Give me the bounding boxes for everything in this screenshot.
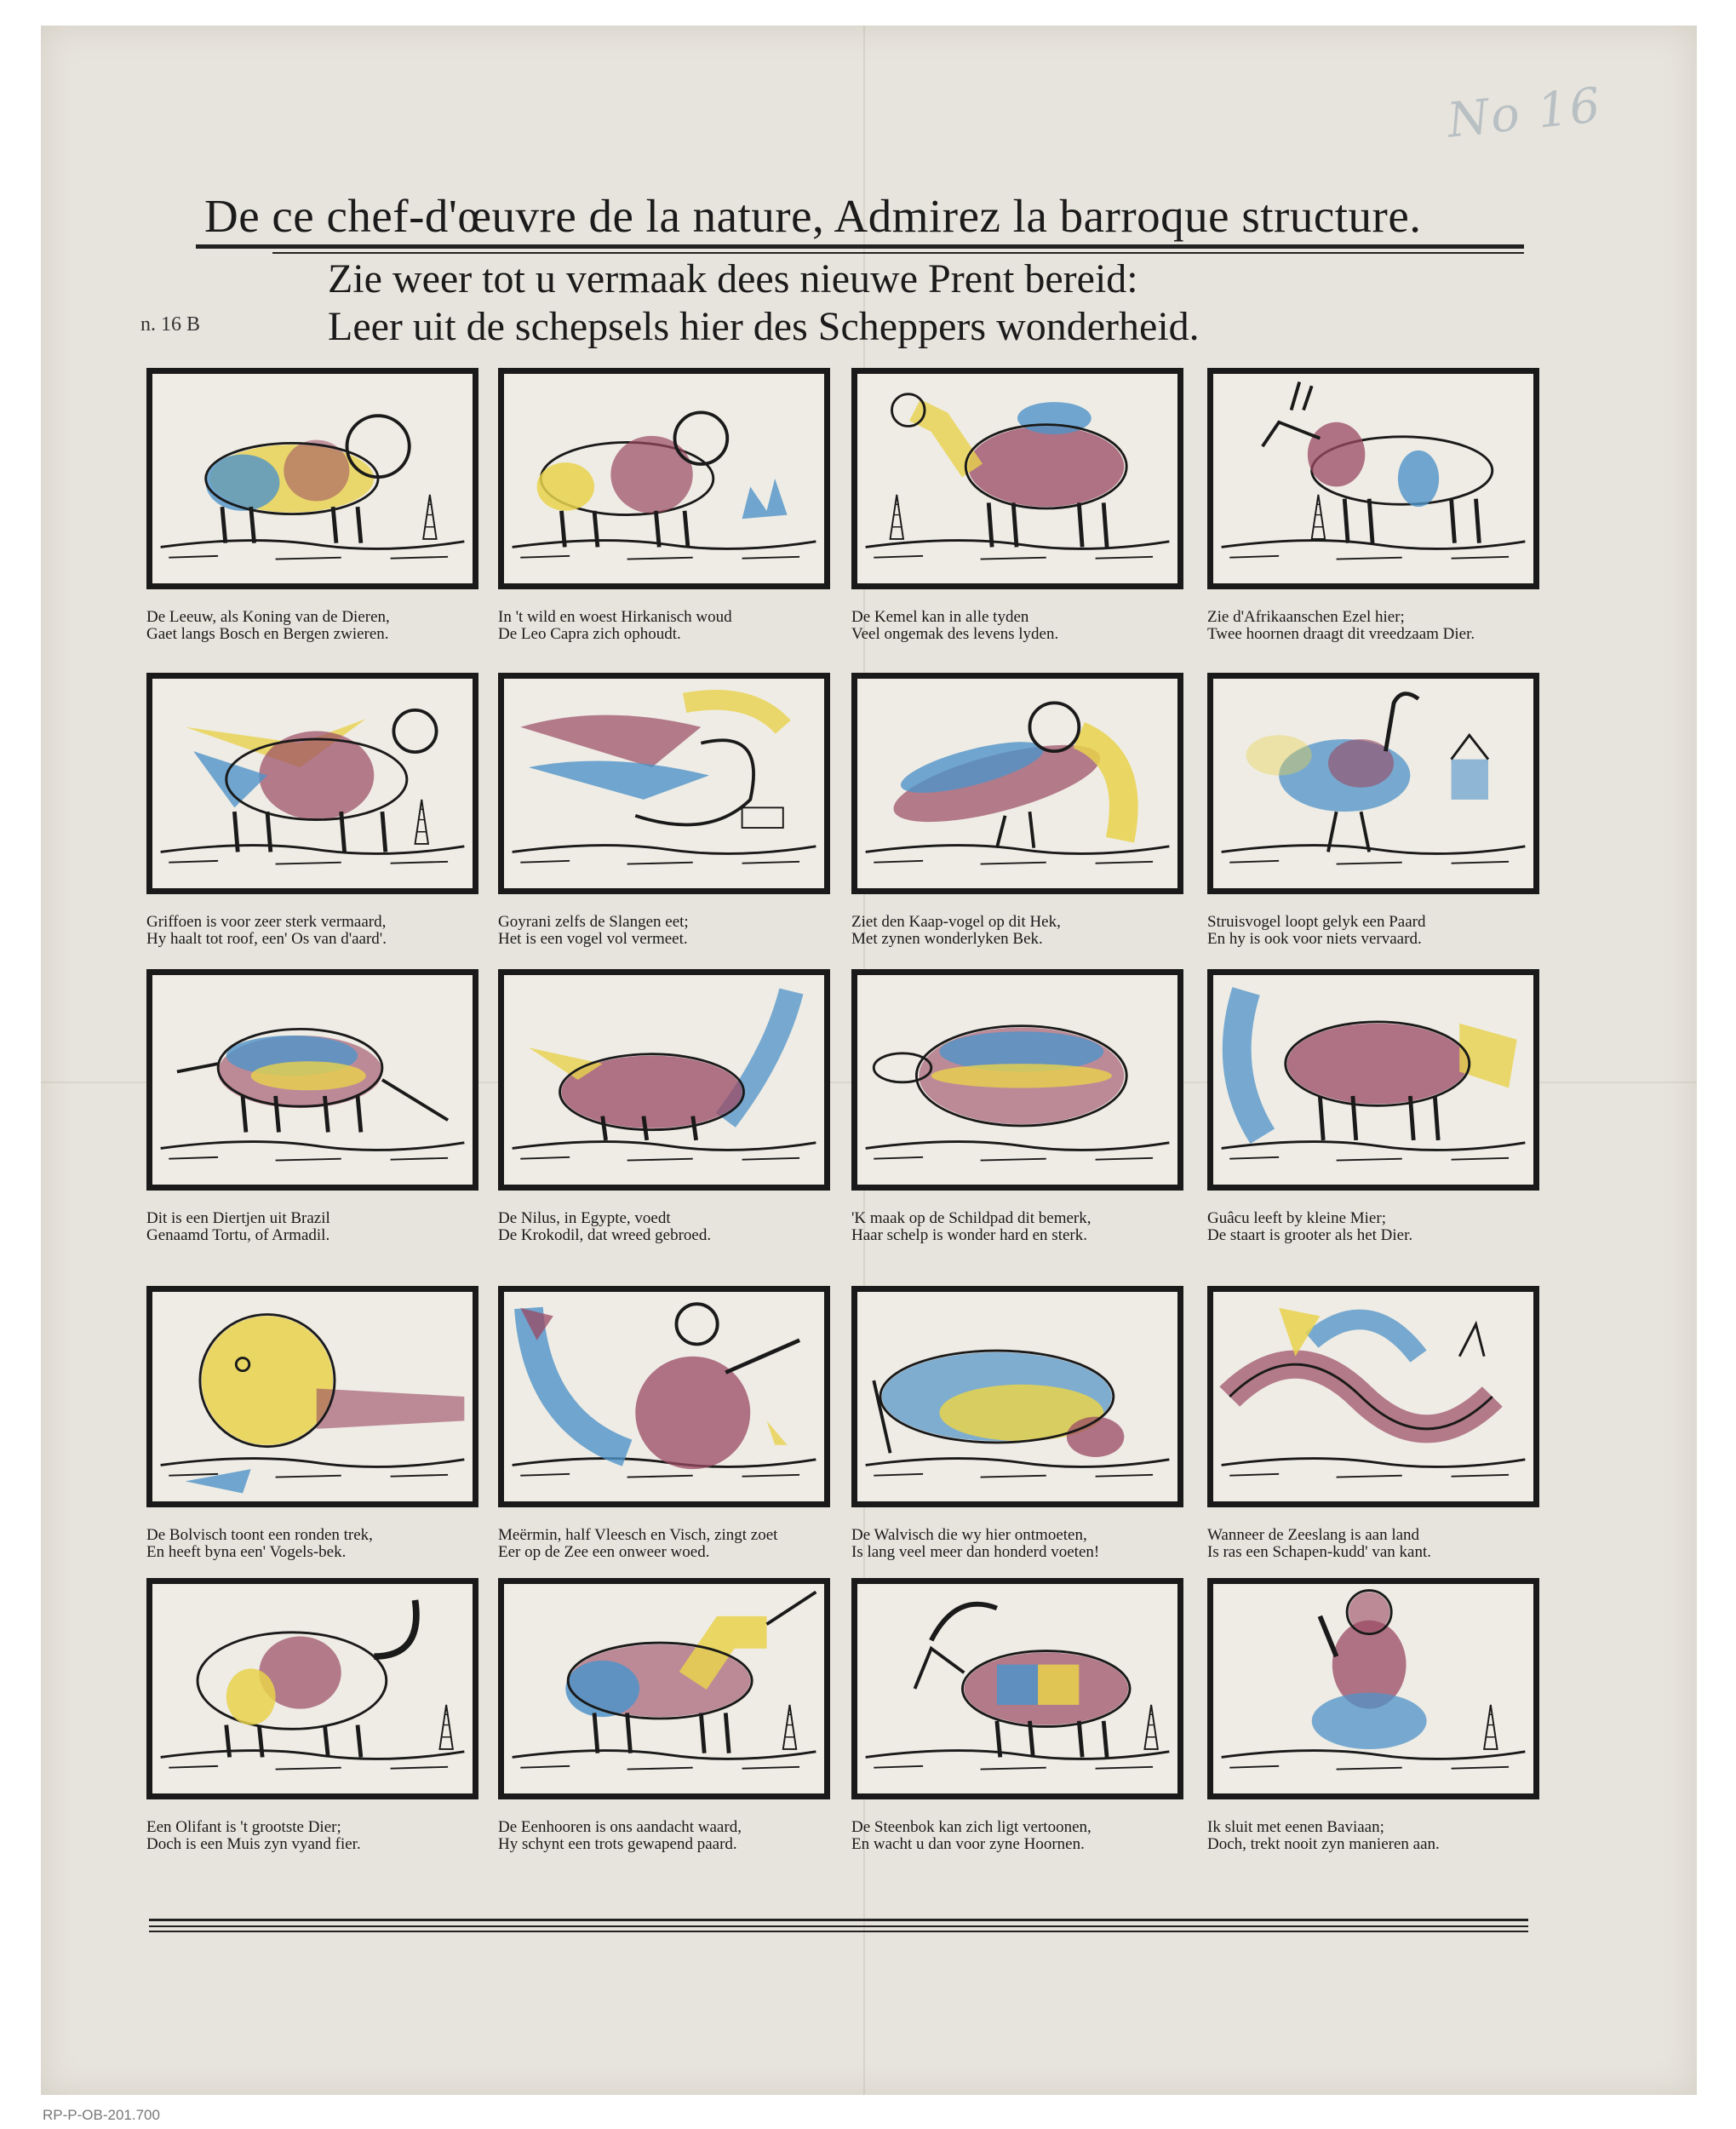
bottom-rule [149,1919,1528,1921]
caption [498,1527,856,1561]
caption-line-1: Guâcu leeft by kleine Mier; [1207,1209,1386,1227]
caption [146,609,504,643]
title-rule-thick [196,244,1524,249]
caption-line-2: Gaet langs Bosch en Bergen zwieren. [146,625,389,643]
caption-line-2: Met zynen wonderlyken Bek. [851,930,1043,948]
crocodile-illustration [498,969,830,1191]
caption-line-1: Ik sluit met eenen Baviaan; [1207,1818,1384,1836]
caption-line-1: Meërmin, half Vleesch en Visch, zingt zoet [498,1526,778,1544]
ibex-illustration [851,1578,1183,1799]
caption-line-1: Ziet den Kaap-vogel op dit Hek, [851,913,1061,931]
caption [851,1819,1209,1853]
goyrani-illustration [498,673,830,894]
caption-line-2: De Leo Capra zich ophoudt. [498,625,681,643]
title-dutch-line-1: Zie weer tot u vermaak dees nieuwe Prent bereid: [328,256,1138,301]
title-dutch-line-2: Leer uit de schepsels hier des Scheppers wonderheid. [328,304,1200,349]
caption-line-1: De Walvisch die wy hier ontmoeten, [851,1526,1087,1544]
caption-line-2: Is lang veel meer dan honderd voeten! [851,1543,1100,1561]
bottom-rule [149,1925,1528,1927]
caption [1207,914,1565,948]
armadillo-illustration [146,969,478,1191]
caption [1207,1527,1565,1561]
caption [498,1210,856,1244]
bottom-rule [149,1931,1528,1932]
caption [851,1210,1209,1244]
unicorn-illustration [498,1578,830,1799]
caption-line-1: Goyrani zelfs de Slangen eet; [498,913,689,931]
caption-line-2: Het is een vogel vol vermeet. [498,930,688,948]
kaap-vogel-illustration [851,673,1183,894]
elephant-illustration [146,1578,478,1799]
title-rule-thin [272,252,1524,254]
caption-line-1: Dit is een Diertjen uit Brazil [146,1209,330,1227]
caption [498,1819,856,1853]
baboon-illustration [1207,1578,1539,1799]
caption [851,914,1209,948]
lion-illustration [146,368,478,589]
inventory-number: RP-P-OB-201.700 [43,2107,160,2123]
african-donkey-illustration [1207,368,1539,589]
leo-capra-illustration [498,368,830,589]
caption-line-2: Eer op de Zee een onweer woed. [498,1543,710,1561]
caption-line-1: 'K maak op de Schildpad dit bemerk, [851,1209,1091,1227]
caption-line-1: Zie d'Afrikaanschen Ezel hier; [1207,608,1405,626]
caption-line-2: De staart is grooter als het Dier. [1207,1226,1413,1244]
title-dutch [328,255,1435,351]
caption [1207,609,1565,643]
pufferfish-illustration [146,1286,478,1507]
caption [498,609,856,643]
caption-line-2: Twee hoornen draagt dit vreedzaam Dier. [1207,625,1475,643]
griffin-illustration [146,673,478,894]
caption-line-1: De Leeuw, als Koning van de Dieren, [146,608,390,626]
caption-line-1: De Eenhooren is ons aandacht waard, [498,1818,742,1836]
sheet-number: n. 16 B [140,313,201,336]
caption [851,609,1209,643]
caption [146,914,504,948]
caption-line-1: Wanneer de Zeeslang is aan land [1207,1526,1420,1544]
caption-line-2: De Krokodil, dat wreed gebroed. [498,1226,712,1244]
tortoise-illustration [851,969,1183,1191]
caption [146,1527,504,1561]
whale-illustration [851,1286,1183,1507]
caption-line-1: In 't wild en woest Hirkanisch woud [498,608,732,626]
title-french: De ce chef-d'œuvre de la nature, Admirez la barroque structure. [204,190,1422,242]
caption-line-1: De Bolvisch toont een ronden trek, [146,1526,373,1544]
caption-line-2: Hy haalt tot roof, een' Os van d'aard'. [146,930,387,948]
caption-line-2: En heeft byna een' Vogels-bek. [146,1543,347,1561]
caption-line-1: De Steenbok kan zich ligt vertoonen, [851,1818,1091,1836]
caption-line-2: En wacht u dan voor zyne Hoornen. [851,1835,1085,1853]
caption-line-2: Doch, trekt nooit zyn manieren aan. [1207,1835,1440,1853]
caption-line-2: Is ras een Schapen-kudd' van kant. [1207,1543,1432,1561]
ostrich-illustration [1207,673,1539,894]
handwritten-number: No 16 [1444,77,1605,149]
anteater-illustration [1207,969,1539,1191]
caption-line-1: Een Olifant is 't grootste Dier; [146,1818,341,1836]
caption-line-2: Hy schynt een trots gewapend paard. [498,1835,737,1853]
camel-illustration [851,368,1183,589]
caption-line-1: Struisvogel loopt gelyk een Paard [1207,913,1426,931]
caption-line-1: De Kemel kan in alle tyden [851,608,1029,626]
caption-line-2: Haar schelp is wonder hard en sterk. [851,1226,1087,1244]
caption [498,914,856,948]
caption-line-1: De Nilus, in Egypte, voedt [498,1209,671,1227]
caption [851,1527,1209,1561]
caption-line-2: Veel ongemak des levens lyden. [851,625,1059,643]
caption-line-1: Griffoen is voor zeer sterk vermaard, [146,913,387,931]
caption [146,1819,504,1853]
caption [1207,1210,1565,1244]
caption-line-2: En hy is ook voor niets vervaard. [1207,930,1422,948]
mermaid-illustration [498,1286,830,1507]
caption-line-2: Doch is een Muis zyn vyand fier. [146,1835,361,1853]
caption [146,1210,504,1244]
caption-line-2: Genaamd Tortu, of Armadil. [146,1226,330,1244]
caption [1207,1819,1565,1853]
sea-serpent-illustration [1207,1286,1539,1507]
